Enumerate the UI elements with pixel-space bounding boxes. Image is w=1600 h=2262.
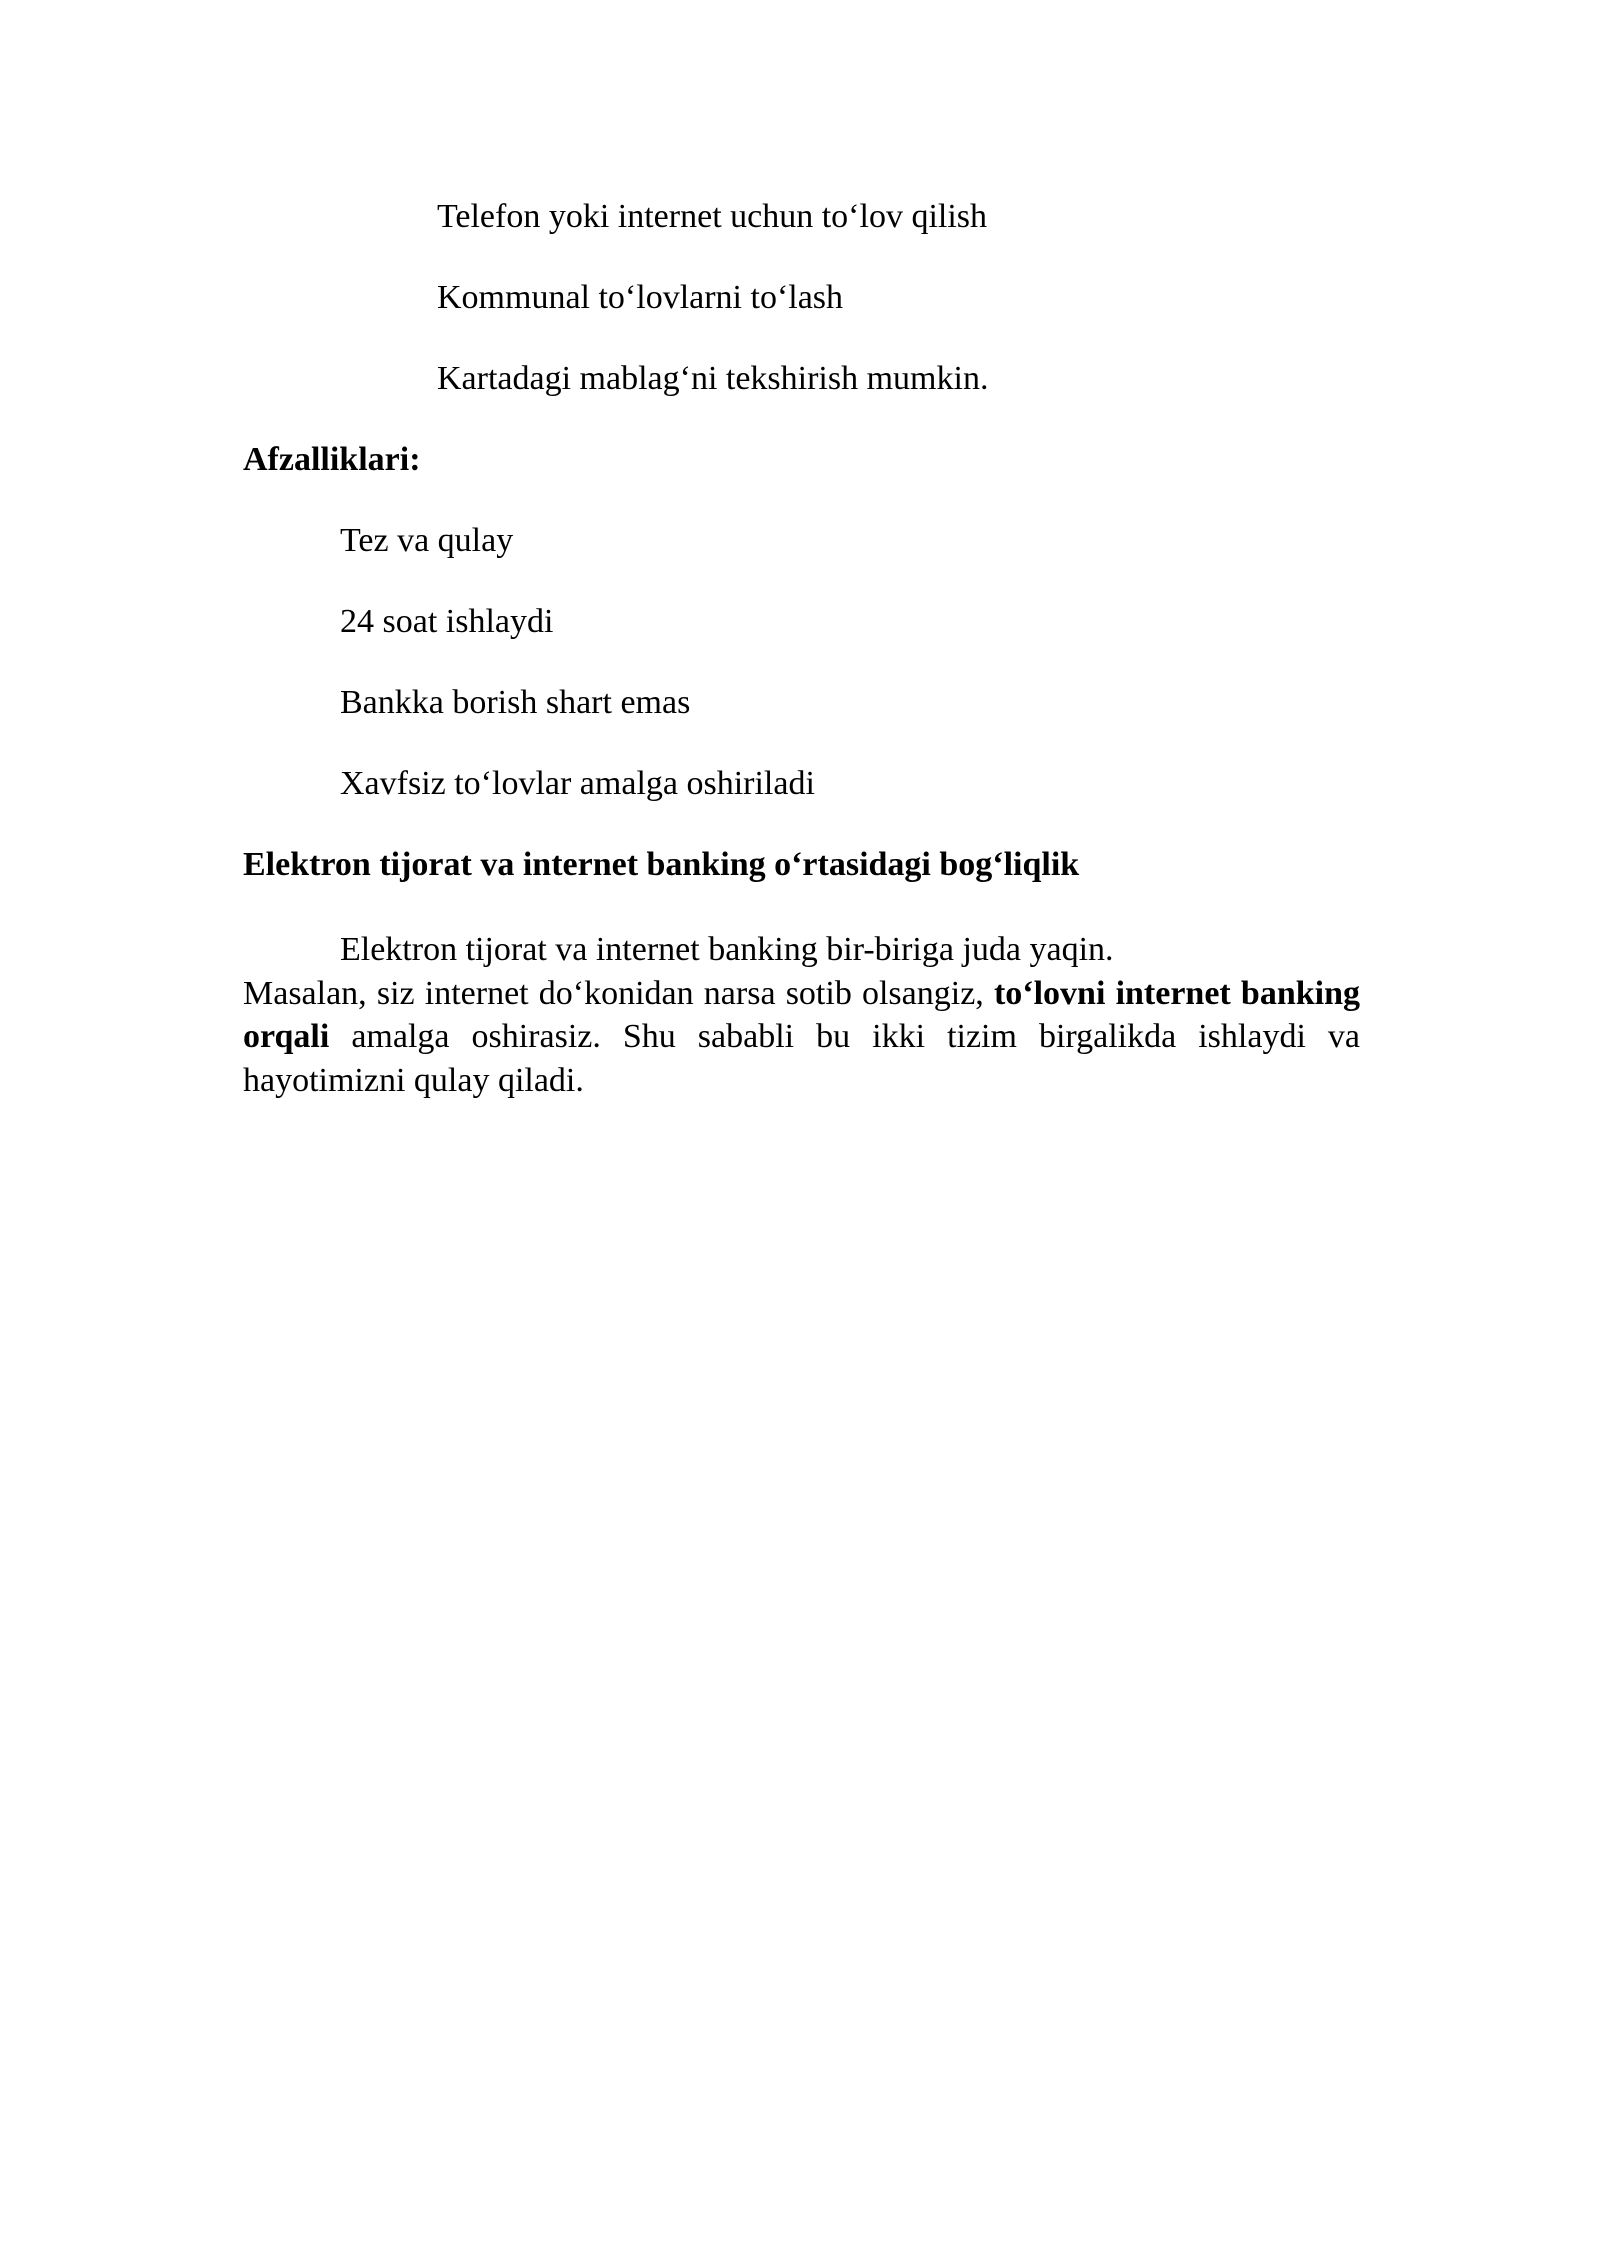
advantage-item: Tez va qulay [340,522,514,559]
relation-paragraph [243,928,1360,1102]
relation-section-heading: Elektron tijorat va internet banking o‘rtasidagi bog‘liqlik [243,846,1080,883]
paragraph-bold-text: to‘lovni internet banking orqali [243,974,1361,1055]
advantage-item: Bankka borish shart emas [340,684,691,721]
paragraph-text-before-bold: Masalan, siz internet do‘konidan narsa sotib olsangiz, [243,974,984,1012]
advantages-heading: Afzalliklari: [243,441,421,478]
paragraph-first-sentence: Elektron tijorat va internet banking bir-biriga juda yaqin. [340,931,1114,968]
service-item-phone-internet: Telefon yoki internet uchun to‘lov qilish [437,198,988,235]
advantage-item: Xavfsiz to‘lovlar amalga oshiriladi [340,765,815,802]
advantage-item: 24 soat ishlaydi [340,603,554,640]
service-item-check-balance: Kartadagi mablag‘ni tekshirish mumkin. [437,360,989,397]
paragraph-text-after-bold: amalga oshirasiz. Shu sababli bu ikki tizim birgalikda ishlaydi va hayotimizni qulay qiladi. [243,1018,1360,1099]
service-item-utilities: Kommunal to‘lovlarni to‘lash [437,279,844,316]
